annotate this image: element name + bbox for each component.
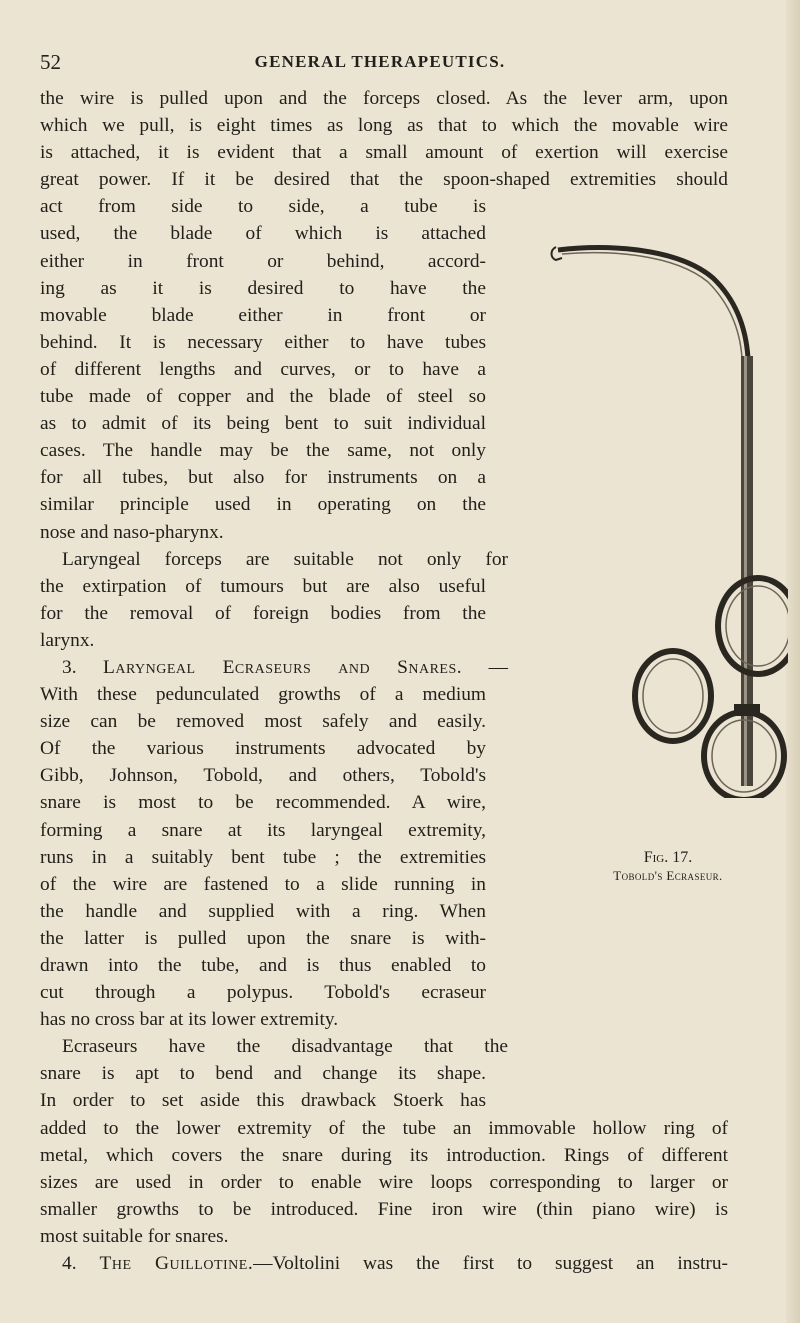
section-heading: Laryngeal Ecraseurs and Snares.: [103, 656, 463, 678]
text-line: metal, which covers the snare during its introduction. Rings of different: [40, 1144, 728, 1166]
text-line: the extirpation of tumours but are also useful: [40, 575, 486, 597]
text-line: Laryngeal forceps are suitable not only for: [62, 548, 508, 570]
text-line: Ecraseurs have the disadvantage that the: [62, 1036, 508, 1058]
text-line: snare is most to be recommended. A wire,: [40, 792, 486, 814]
text-line: the handle and supplied with a ring. When: [40, 900, 486, 922]
text-line: great power. If it be desired that the spoon-shaped extremities should: [40, 169, 728, 191]
section-text: —Voltolini was the first to suggest an instru-: [253, 1253, 728, 1275]
text-line: has no cross bar at its lower extremity.: [40, 1009, 339, 1031]
text-line: movable blade either in front or: [40, 304, 486, 326]
page-header: [40, 50, 720, 80]
text-line: Of the various instruments advocated by: [40, 738, 486, 760]
slide-grip: [734, 704, 760, 716]
text-line: drawn into the tube, and is thus enabled to: [40, 955, 486, 976]
upper-ring-inner: [726, 586, 788, 666]
text-line: used, the blade of which is attached: [40, 223, 486, 245]
text-line: snare is apt to bend and change its shape.: [40, 1063, 486, 1085]
text-line: of the wire are fastened to a slide running in: [40, 873, 486, 895]
ecraseur-drawing: [548, 238, 788, 798]
section-number: 3.: [62, 656, 104, 678]
text-line: runs in a suitably bent tube ; the extremities: [40, 846, 486, 868]
left-ring: [635, 651, 711, 741]
page-edge: [786, 0, 800, 1323]
heading-dash: —: [462, 656, 509, 678]
text-line: nose and naso-pharynx.: [40, 521, 224, 543]
text-line: either in front or behind, accord-: [40, 250, 486, 272]
text-line: In order to set aside this drawback Stoerk has: [40, 1090, 486, 1112]
text-line: forming a snare at its laryngeal extremity,: [40, 819, 486, 841]
text-line: larynx.: [40, 629, 95, 651]
ecraseur-illustration: [548, 238, 788, 798]
text-line: cases. The handle may be the same, not only: [40, 440, 486, 462]
figure-label: Fig. 17.: [643, 849, 693, 866]
text-line: similar principle used in operating on the: [40, 494, 486, 516]
text-line: smaller growths to be introduced. Fine iron wire (thin piano wire) is: [40, 1198, 728, 1220]
running-head: GENERAL THERAPEUTICS.: [254, 52, 506, 71]
text-line: behind. It is necessary either to have tubes: [40, 331, 486, 353]
left-ring-inner: [643, 659, 703, 733]
text-line: size can be removed most safely and easily.: [40, 711, 486, 733]
text-line: Gibb, Johnson, Tobold, and others, Tobold's: [40, 765, 486, 787]
section-heading-line: [40, 1250, 728, 1277]
text-line: ing as it is desired to have the: [40, 277, 486, 299]
text-line: act from side to side, a tube is: [40, 196, 486, 218]
text-line: added to the lower extremity of the tube an immovable hollow ring of: [40, 1117, 728, 1139]
tube-shaft-highlight: [744, 356, 747, 786]
figure-title: Tobold's Ecraseur.: [613, 868, 723, 883]
figure-caption: [548, 849, 788, 885]
text-line: as to admit of its being bent to suit individual: [40, 413, 486, 435]
text-line: cut through a polypus. Tobold's ecraseur: [40, 982, 486, 1004]
page-number: 52: [40, 50, 61, 74]
text-line: for all tubes, but also for instruments on a: [40, 467, 486, 489]
text-line: sizes are used in order to enable wire loops corresponding to larger or: [40, 1171, 728, 1193]
tube-curve-highlight: [562, 253, 742, 358]
text-line: for the removal of foreign bodies from the: [40, 602, 486, 624]
text-line: is attached, it is evident that a small amount of exertion will exercise: [40, 142, 728, 164]
text-line: which we pull, is eight times as long as that to which the movable wire: [40, 115, 728, 137]
text-line: the wire is pulled upon and the forceps closed. As the lever arm, upon: [40, 88, 728, 109]
text-line: tube made of copper and the blade of steel so: [40, 386, 486, 408]
text-line: of different lengths and curves, or to have a: [40, 358, 486, 380]
section-heading-line: [40, 654, 508, 681]
text-line: With these pedunculated growths of a medium: [40, 684, 486, 706]
tube-curve: [558, 248, 748, 358]
text-line: the latter is pulled upon the snare is with-: [40, 927, 486, 949]
section-number: 4.: [62, 1253, 100, 1275]
section-heading: The Guillotine.: [99, 1253, 254, 1275]
text-line: most suitable for snares.: [40, 1225, 229, 1247]
